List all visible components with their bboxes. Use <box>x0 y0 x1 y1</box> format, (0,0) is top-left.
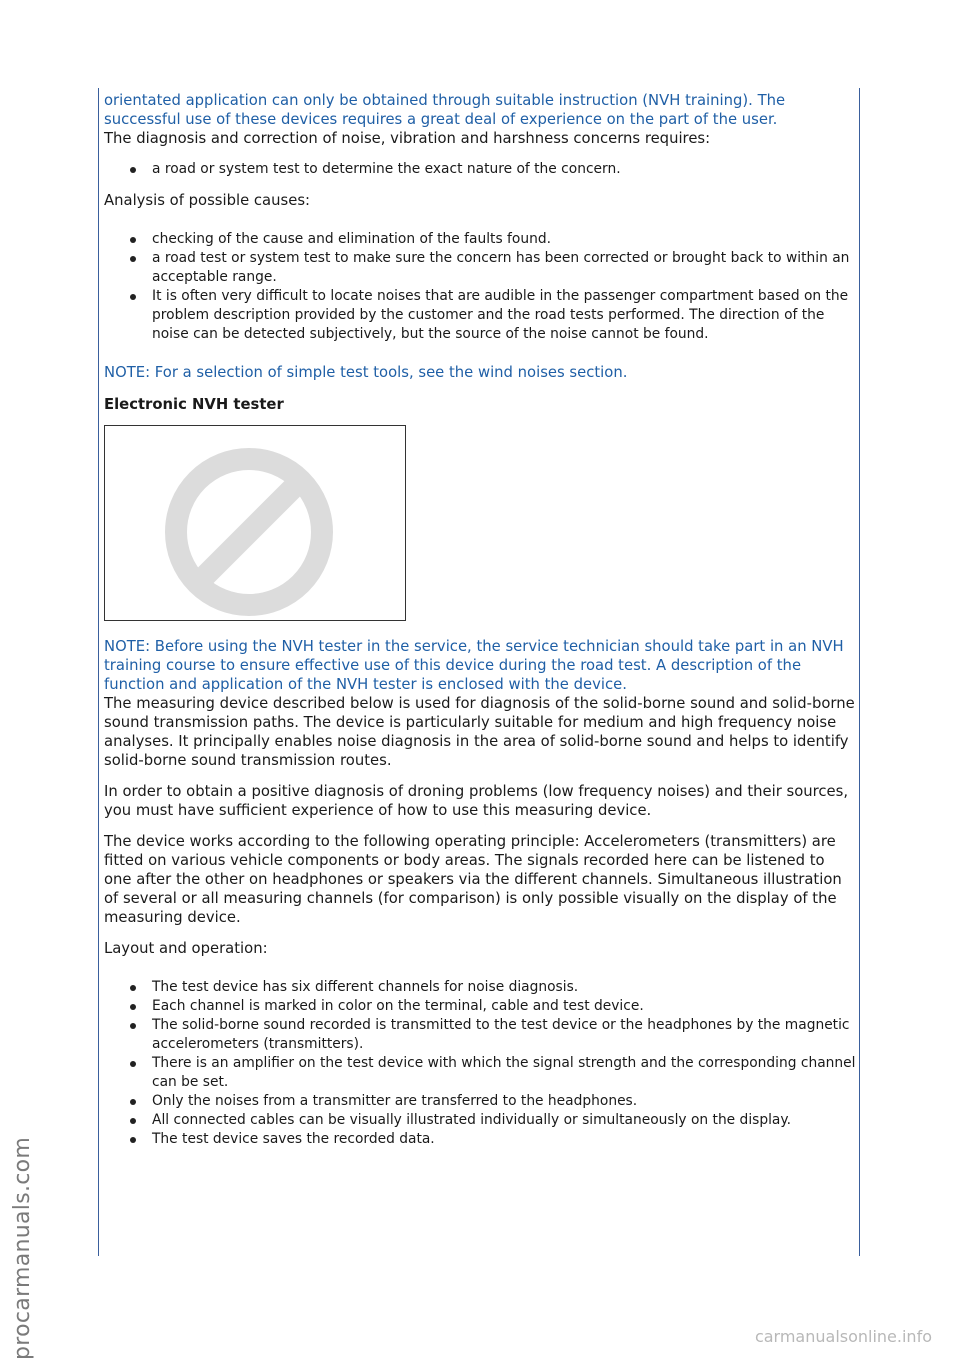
right-margin-rule <box>859 88 860 1256</box>
training-note: NOTE: Before using the NVH tester in the service, the service technician should take part in an NVH training course to ensure effective use of this device during the road test. A description of the function and application of the NVH tester is enclosed with the device. <box>104 638 844 693</box>
list-item: The solid-borne sound recorded is transmitted to the test device or the headphones by the magnetic accelerometers (transmitters). <box>152 1016 856 1054</box>
nvh-tester-figure <box>104 425 406 621</box>
list-item: Each channel is marked in color on the terminal, cable and test device. <box>152 997 856 1016</box>
device-description-text: The measuring device described below is used for diagnosis of the solid-borne sound and solid-borne sound transmission paths. The device is particularly suitable for medium and high frequency noise analyses. It principally enables noise diagnosis in the area of solid-borne sound and helps to identify solid-borne sound transmission routes. <box>104 695 855 769</box>
list-item: The test device has six different channels for noise diagnosis. <box>152 978 856 997</box>
requirements-list <box>104 160 856 179</box>
manual-page-content <box>104 91 856 1149</box>
list-item: The test device saves the recorded data. <box>152 1130 856 1149</box>
list-item: a road test or system test to make sure the concern has been corrected or brought back to within an acceptable range. <box>152 249 856 287</box>
intro-note-text: orientated application can only be obtained through suitable instruction (NVH training). The successful use of these devices requires a great deal of experience on the part of the user. <box>104 92 786 128</box>
list-item: It is often very difficult to locate noises that are audible in the passenger compartment based on the problem description provided by the customer and the road tests performed. The direction of the noise can be detected subjectively, but the source of the noise cannot be found. <box>152 287 856 344</box>
causes-list <box>104 230 856 344</box>
operating-principle-text: The device works according to the following operating principle: Accelerometers (transmitters) are fitted on various vehicle components or body areas. The signals recorded here can be listened to one after the other on headphones or speakers via the different channels. Simultaneous illustration of several or all measuring channels (for comparison) is only possible visually on the display of the measuring device. <box>104 833 842 926</box>
list-item: All connected cables can be visually illustrated individually or simultaneously on the display. <box>152 1111 856 1130</box>
layout-operation-list <box>104 978 856 1149</box>
list-item: There is an amplifier on the test device with which the signal strength and the corresponding channel can be set. <box>152 1055 856 1090</box>
bottom-watermark: carmanualsonline.info <box>754 1327 932 1346</box>
droning-diagnosis-text: In order to obtain a positive diagnosis of droning problems (low frequency noises) and their sources, you must have sufficient experience of how to use this measuring device. <box>104 783 849 819</box>
layout-operation-text: Layout and operation: <box>104 940 268 957</box>
list-item: a road or system test to determine the exact nature of the concern. <box>152 160 856 179</box>
side-watermark: procarmanuals.com <box>10 1136 35 1360</box>
diagnosis-requirements-text: The diagnosis and correction of noise, vibration and harshness concerns requires: <box>104 130 711 147</box>
prohibited-image-icon <box>163 446 335 618</box>
list-item: Only the noises from a transmitter are transferred to the headphones. <box>152 1092 856 1111</box>
wind-noises-note: NOTE: For a selection of simple test tools, see the wind noises section. <box>104 364 628 381</box>
analysis-causes-text: Analysis of possible causes: <box>104 192 311 209</box>
left-margin-rule <box>98 88 99 1256</box>
section-heading: Electronic NVH tester <box>104 396 284 413</box>
list-item: checking of the cause and elimination of the faults found. <box>152 230 856 249</box>
